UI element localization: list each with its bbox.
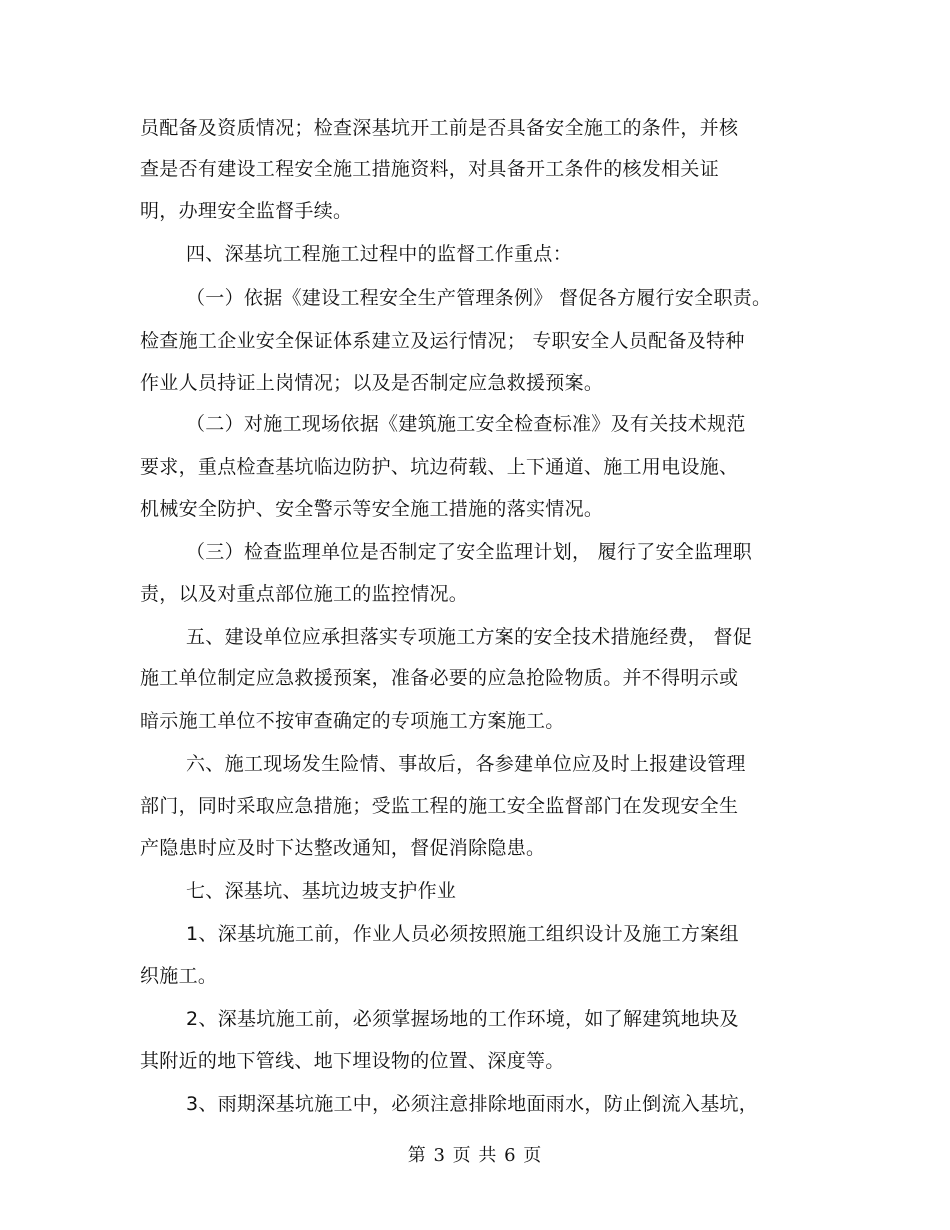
text-line-6: 检查施工企业安全保证体系建立及运行情况； 专职安全人员配备及特种 bbox=[140, 330, 745, 352]
list-item-2-line-2: 其附近的地下管线、地下埋设物的位置、深度等。 bbox=[140, 1050, 565, 1072]
text-line-15: 暗示施工单位不按审查确定的专项施工方案施工。 bbox=[140, 710, 565, 732]
text-line-5: （一）依据《建设工程安全生产管理条例》 督促各方履行安全职责。 bbox=[186, 287, 772, 309]
text-line-14: 施工单位制定应急救援预案，准备必要的应急抢险物质。并不得明示或 bbox=[140, 667, 739, 689]
section-heading-7: 七、深基坑、基坑边坡支护作业 bbox=[186, 880, 457, 902]
list-item-1-line-1: 1、深基坑施工前，作业人员必须按照施工组织设计及施工方案组 bbox=[186, 923, 739, 945]
page-footer: 第 3 页 共 6 页 bbox=[407, 1145, 543, 1166]
text-line-17: 部门，同时采取应急措施；受监工程的施工安全监督部门在发现安全生 bbox=[140, 795, 739, 817]
text-line-8: （二）对施工现场依据《建筑施工安全检查标准》及有关技术规范 bbox=[186, 413, 746, 435]
list-item-3-line-1: 3、雨期深基坑施工中，必须注意排除地面雨水，防止倒流入基坑， bbox=[186, 1093, 759, 1115]
section-heading-6: 六、施工现场发生险情、事故后，各参建单位应及时上报建设管理 bbox=[186, 753, 746, 775]
section-heading-5: 五、建设单位应承担落实专项施工方案的安全技术措施经费， 督促 bbox=[186, 626, 753, 648]
text-line-1: 员配备及资质情况；检查深基坑开工前是否具备安全施工的条件，并核 bbox=[140, 117, 739, 139]
text-line-7: 作业人员持证上岗情况；以及是否制定应急救援预案。 bbox=[140, 372, 604, 394]
text-line-18: 产隐患时应及时下达整改通知，督促消除隐患。 bbox=[140, 837, 546, 859]
text-line-12: 责，以及对重点部位施工的监控情况。 bbox=[140, 583, 469, 605]
text-line-3: 明，办理安全监督手续。 bbox=[140, 200, 353, 222]
text-line-11: （三）检查监理单位是否制定了安全监理计划， 履行了安全监理职 bbox=[186, 541, 753, 563]
section-heading-4: 四、深基坑工程施工过程中的监督工作重点： bbox=[186, 243, 573, 265]
text-line-10: 机械安全防护、安全警示等安全施工措施的落实情况。 bbox=[140, 498, 604, 520]
list-item-2-line-1: 2、深基坑施工前，必须掌握场地的工作环境，如了解建筑地块及 bbox=[186, 1008, 739, 1030]
text-line-9: 要求，重点检查基坑临边防护、坑边荷载、上下通道、施工用电设施、 bbox=[140, 456, 739, 478]
text-line-2: 查是否有建设工程安全施工措施资料，对具备开工条件的核发相关证 bbox=[140, 158, 720, 180]
list-item-1-line-2: 织施工。 bbox=[140, 965, 218, 987]
